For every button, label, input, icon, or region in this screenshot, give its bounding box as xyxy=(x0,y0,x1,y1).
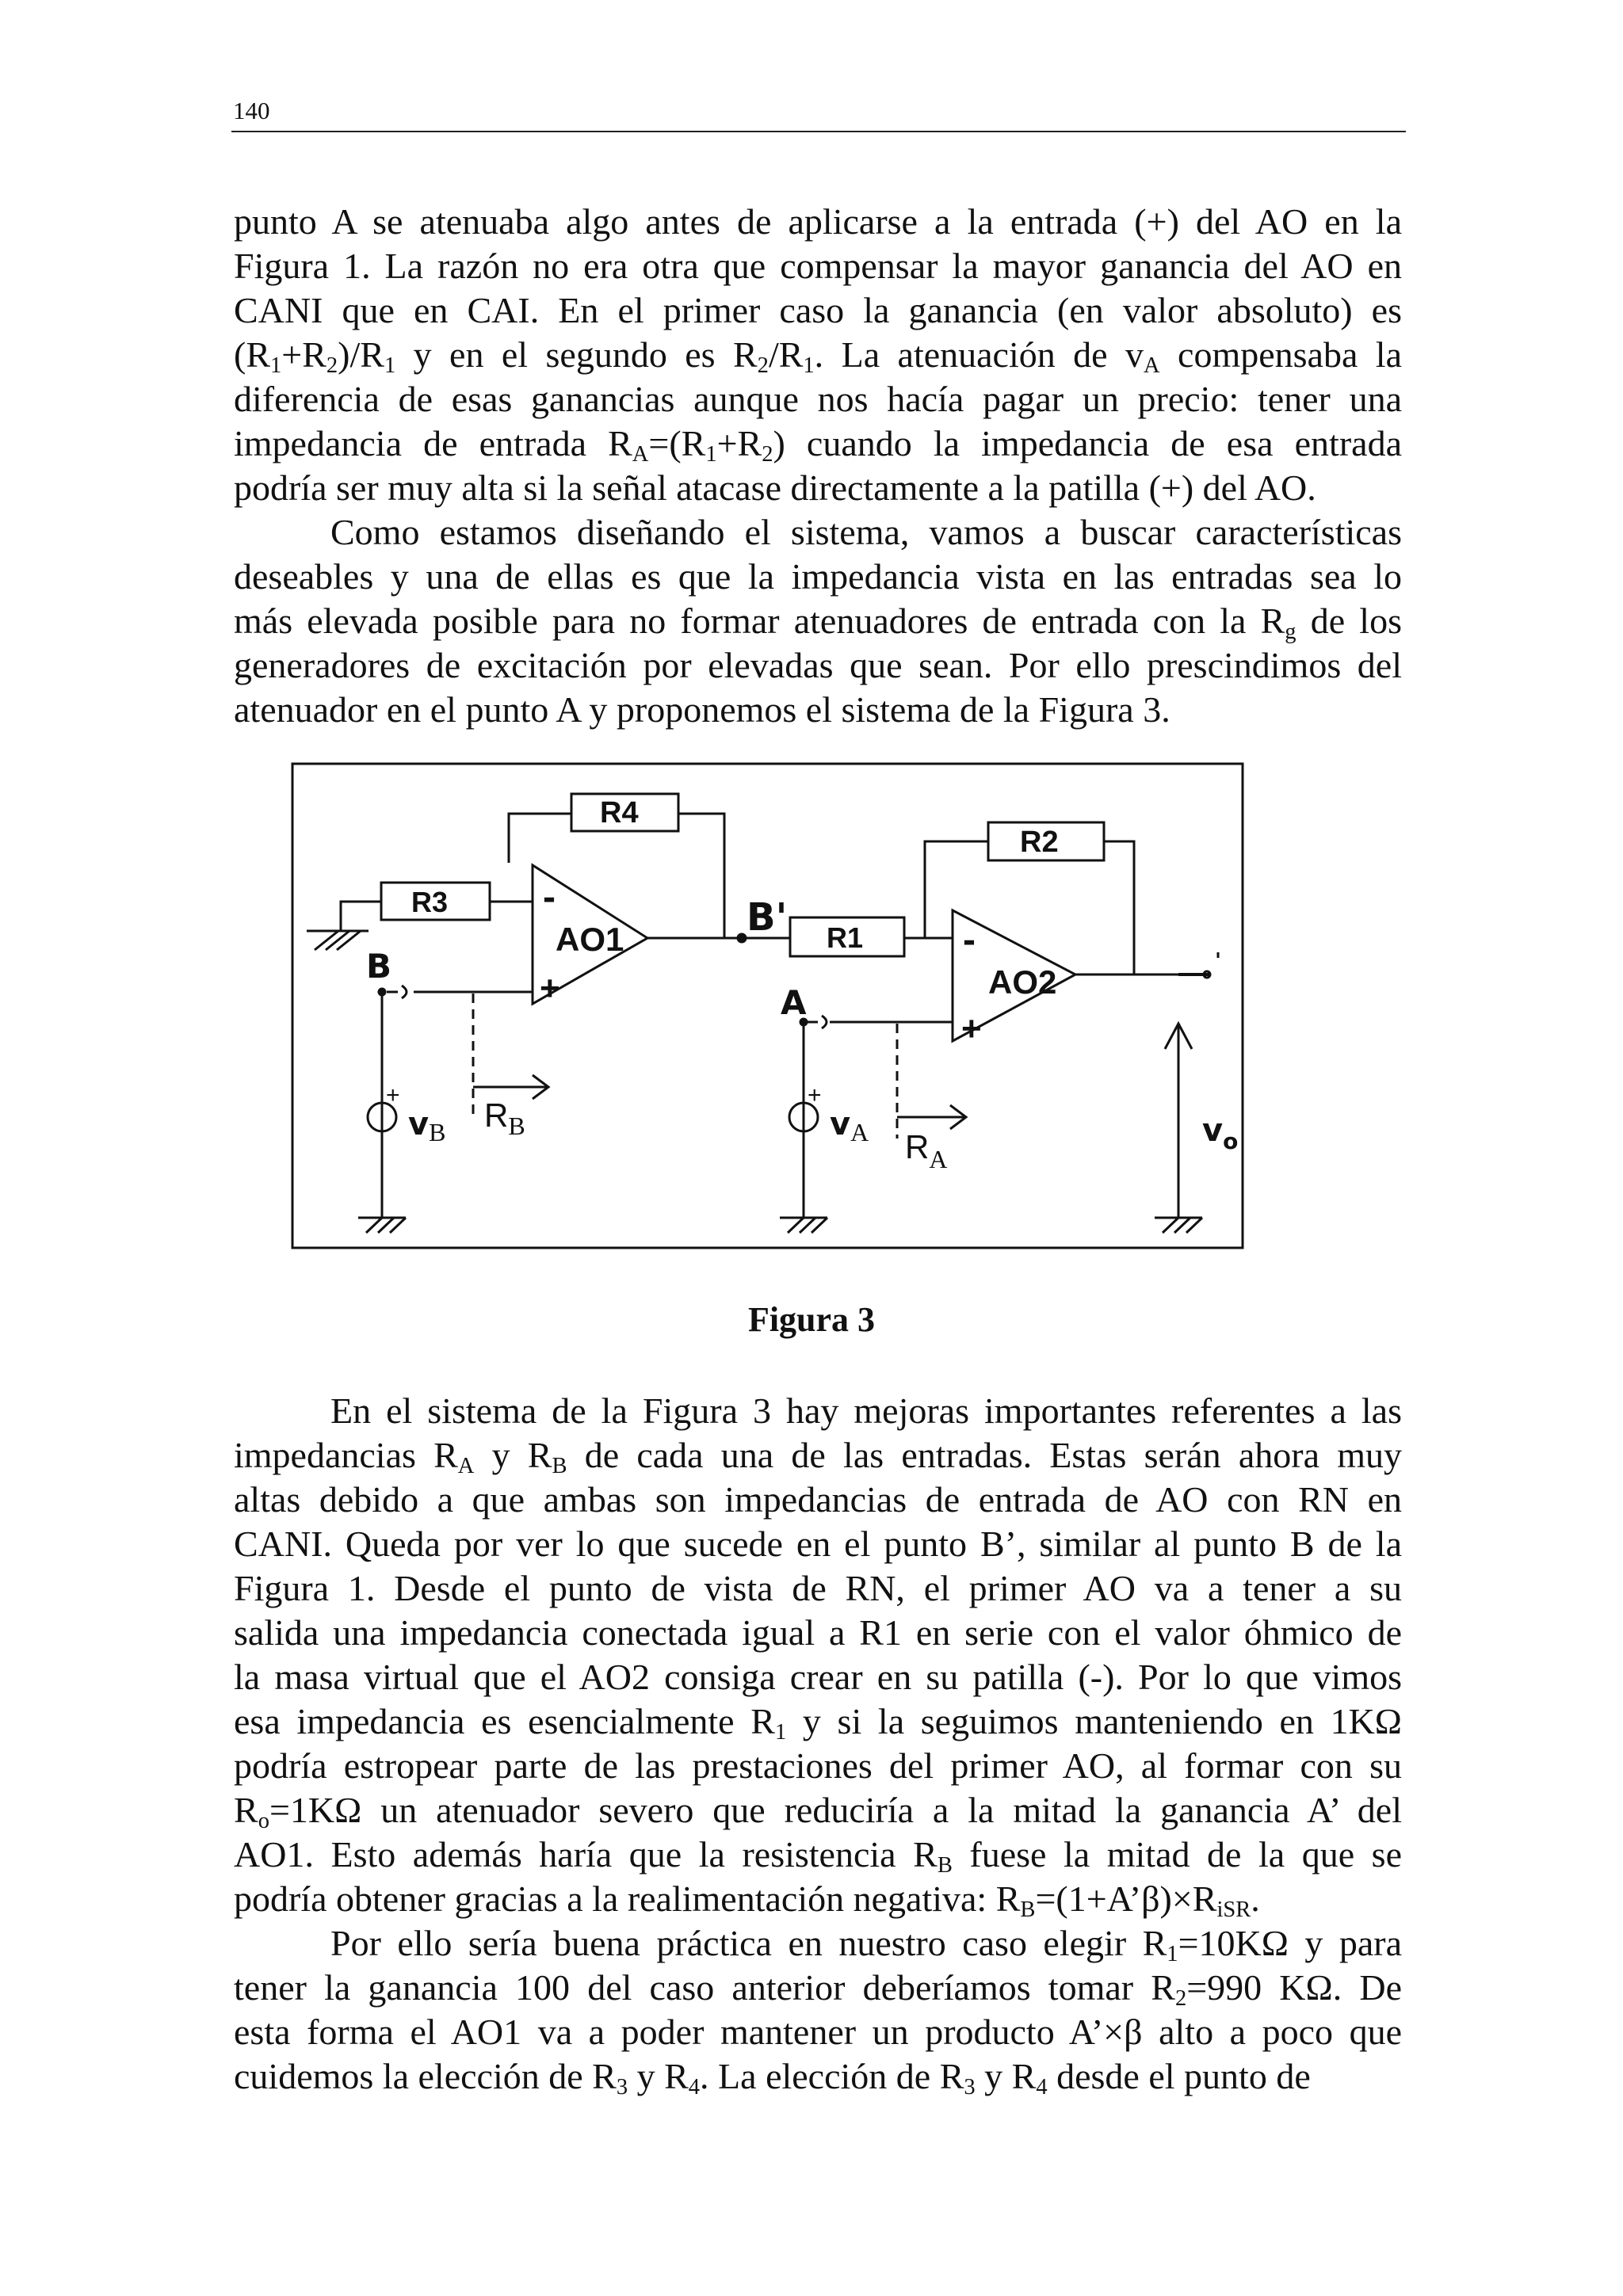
text-line: cuidemos la elección de $R_3$ y $R_4$. La elección de $R_3$ y $R_4$ desde el punto de xyxy=(234,2056,1311,2100)
paragraph-4 xyxy=(234,1921,1402,2099)
rb-label: $R_B$ xyxy=(484,1097,525,1140)
paragraph-3 xyxy=(234,1389,1402,1921)
text-line: AO1. Esto además haría que la resistencia $R_B$ fuese la mitad de la que se xyxy=(234,1834,1402,1878)
node-a-label: A xyxy=(781,983,807,1022)
text-line: podría estropear parte de las prestaciones del primer AO, al formar con su xyxy=(234,1745,1402,1786)
text-line: CANI. Queda por ver lo que sucede en el punto B’, similar al punto B de la xyxy=(234,1524,1402,1564)
text-line: En el sistema de la Figura 3 hay mejoras importantes referentes a las xyxy=(330,1390,1402,1431)
r2-label: R2 xyxy=(1020,826,1059,859)
rb-arrow xyxy=(473,1075,548,1099)
paragraph-2 xyxy=(234,510,1402,732)
text-line: más elevada posible para no formar atenuadores de entrada con la $R_g$ de los xyxy=(234,601,1402,645)
text-line: punto A se atenuaba algo antes de aplicarse a la entrada (+) del AO en la xyxy=(234,201,1402,242)
text-line: la masa virtual que el AO2 consiga crear en su patilla (-). Por lo que vimos xyxy=(234,1657,1402,1697)
vb-label: $v_B$ xyxy=(408,1106,446,1146)
ground-a xyxy=(780,1218,827,1233)
figure-caption: Figura 3 xyxy=(747,1300,876,1339)
paragraph-1 xyxy=(234,200,1402,510)
text-line: Por ello sería buena práctica en nuestro caso elegir $R_1=10K\Omega$ y para xyxy=(330,1923,1403,1967)
ao2-label: AO2 xyxy=(988,963,1057,1001)
text-line: $R_o=1K\Omega$ un atenuador severo que reduciría a la mitad la ganancia A’ del xyxy=(234,1790,1402,1834)
text-line: atenuador en el punto A y proponemos el sistema de la Figura 3. xyxy=(234,689,1170,730)
text-line: Como estamos diseñando el sistema, vamos a buscar características xyxy=(330,512,1402,552)
r1-label: R1 xyxy=(827,921,864,954)
text-line: Figura 1. Desde el punto de vista de RN, el primer AO va a tener a su xyxy=(234,1568,1402,1608)
text-line: impedancias $R_A$ y $R_B$ de cada una de las entradas. Estas serán ahora muy xyxy=(234,1435,1402,1479)
text-line: generadores de excitación por elevadas que sean. Por ello prescindimos del xyxy=(234,645,1402,685)
text-line: salida una impedancia conectada igual a R1 en serie con el valor óhmico de xyxy=(234,1612,1402,1653)
va-plus: + xyxy=(808,1082,822,1108)
r4-label: R4 xyxy=(600,796,639,830)
text-line: CANI que en CAI. En el primer caso la ganancia (en valor absoluto) es xyxy=(234,290,1402,330)
node-b-label: B xyxy=(366,947,392,986)
text-line: diferencia de esas ganancias aunque nos hacía pagar un precio: tener una xyxy=(234,379,1402,419)
ao2-minus: - xyxy=(963,919,976,961)
va-label: $v_A$ xyxy=(830,1106,869,1146)
text-line: podría obtener gracias a la realimentación negativa: $R_B=(1+A’\beta)\times R_{iSR}$. xyxy=(234,1878,1260,1923)
text-line: Figura 1. La razón no era otra que compensar la mayor ganancia del AO en xyxy=(234,246,1402,286)
text-line: impedancia de entrada $R_A=(R_1+R_2)$ cuando la impedancia de esa entrada xyxy=(234,423,1402,467)
ground-r3 xyxy=(307,931,369,950)
vb-plus: + xyxy=(386,1082,400,1108)
ra-arrow xyxy=(897,1105,966,1129)
node-bprime-label: B' xyxy=(747,895,788,940)
ao1-label: AO1 xyxy=(556,921,624,958)
page-number: 140 xyxy=(233,97,270,124)
text-line: tener la ganancia 100 del caso anterior deberíamos tomar $R_2=990$ KΩ. De xyxy=(234,1967,1402,2012)
text-line: podría ser muy alta si la señal atacase directamente a la patilla (+) del AO. xyxy=(234,467,1316,508)
text-line: deseables y una de ellas es que la impedancia vista en las entradas sea lo xyxy=(234,556,1402,597)
ao1-minus: - xyxy=(543,876,556,918)
ao2-plus: + xyxy=(961,1009,982,1048)
vo-label: $v_o$ xyxy=(1202,1112,1239,1154)
text-line: esa impedancia es esencialmente $R_1$ y si la seguimos manteniendo en 1KΩ xyxy=(234,1701,1402,1745)
figure-3-circuit xyxy=(291,762,1244,1249)
figure-frame xyxy=(292,764,1243,1248)
text-line: esta forma el AO1 va a poder mantener un producto A’×β alto a poco que xyxy=(234,2012,1402,2052)
vo-arrow xyxy=(1165,1024,1192,1218)
text-line: altas debido a que ambas son impedancias de entrada de AO con RN en xyxy=(234,1479,1402,1520)
ra-label: $R_A$ xyxy=(905,1128,948,1173)
ground-o xyxy=(1155,1218,1202,1233)
ao1-plus: + xyxy=(540,969,560,1008)
text-line: $(R_1+R_2)/R_1$ y en el segundo es $R_2/R_1$. La atenuación de $v_A$ compensaba la xyxy=(234,334,1402,379)
header-rule xyxy=(231,131,1406,132)
r3-label: R3 xyxy=(411,886,449,918)
ground-b xyxy=(358,1218,406,1233)
